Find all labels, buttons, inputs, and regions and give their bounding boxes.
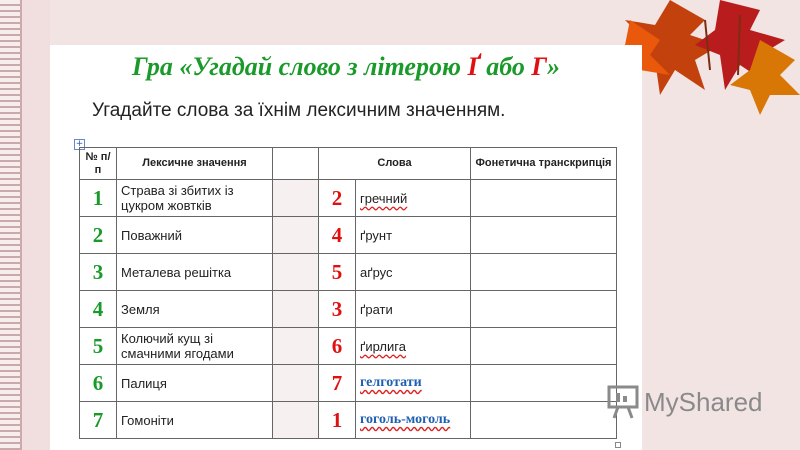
word-num: 3	[319, 291, 356, 328]
table-row	[80, 365, 617, 402]
title-letter-g: Г	[531, 52, 548, 81]
row-meaning: Палиця	[117, 365, 273, 402]
spacer-cell	[273, 217, 319, 254]
row-num: 6	[80, 365, 117, 402]
table-row	[80, 402, 617, 439]
row-num: 5	[80, 328, 117, 365]
title-text-or: або	[479, 52, 532, 81]
word-text: ґирлига	[360, 338, 406, 354]
spacer-cell	[273, 365, 319, 402]
row-num: 3	[80, 254, 117, 291]
word-text: гречний	[360, 190, 408, 206]
notebook-binding	[0, 0, 20, 450]
presentation-board-icon	[606, 384, 640, 420]
words-table	[79, 147, 617, 439]
spacer-cell	[273, 402, 319, 439]
row-meaning: Колючий кущ зі смачними ягодами	[117, 328, 273, 365]
spacer-cell	[273, 328, 319, 365]
spacer-cell	[273, 254, 319, 291]
spacer-cell	[273, 291, 319, 328]
row-meaning: Поважний	[117, 217, 273, 254]
row-meaning: Металева решітка	[117, 254, 273, 291]
word-num: 1	[319, 402, 356, 439]
header-meaning: Лексичне значення	[117, 148, 273, 180]
phonetic-cell[interactable]	[471, 365, 617, 402]
word-text: ґрати	[360, 301, 393, 317]
phonetic-cell[interactable]	[471, 254, 617, 291]
word-cell	[356, 328, 471, 365]
word-num: 2	[319, 180, 356, 217]
word-num: 6	[319, 328, 356, 365]
table-row	[80, 180, 617, 217]
table-header-row	[80, 148, 617, 180]
word-cell	[356, 365, 471, 402]
page-title	[50, 52, 642, 82]
table-resize-handle-icon[interactable]	[615, 442, 621, 448]
word-text: гелготати	[360, 375, 422, 390]
word-text: ґрунт	[360, 227, 393, 243]
word-cell	[356, 291, 471, 328]
header-num: № п/п	[80, 148, 117, 180]
row-num: 1	[80, 180, 117, 217]
phonetic-cell[interactable]	[471, 402, 617, 439]
task-instruction: Угадайте слова за їхнім лексичним значенням.	[92, 100, 506, 121]
word-cell	[356, 402, 471, 439]
table-row	[80, 254, 617, 291]
phonetic-cell[interactable]	[471, 217, 617, 254]
header-phonetic: Фонетична транскрипція	[471, 148, 617, 180]
word-text: гоголь-моголь	[360, 412, 451, 427]
row-meaning: Земля	[117, 291, 273, 328]
word-num: 4	[319, 217, 356, 254]
title-quote-close: »	[547, 52, 561, 81]
row-meaning: Гомоніти	[117, 402, 273, 439]
table-row	[80, 328, 617, 365]
word-cell	[356, 217, 471, 254]
word-cell	[356, 254, 471, 291]
table-move-handle-icon[interactable]: +	[75, 139, 84, 149]
header-words: Слова	[319, 148, 471, 180]
watermark	[606, 384, 763, 420]
row-num: 7	[80, 402, 117, 439]
title-letter-g-upturn: Ґ	[467, 52, 480, 81]
spacer-cell	[273, 180, 319, 217]
word-num: 5	[319, 254, 356, 291]
table-row	[80, 217, 617, 254]
phonetic-cell[interactable]	[471, 291, 617, 328]
title-text: Гра «Угадай слово з літерою	[131, 52, 468, 81]
word-cell	[356, 180, 471, 217]
table-row	[80, 291, 617, 328]
word-num: 7	[319, 365, 356, 402]
header-spacer	[273, 148, 319, 180]
phonetic-cell[interactable]	[471, 180, 617, 217]
row-num: 4	[80, 291, 117, 328]
watermark-text: MyShared	[644, 386, 763, 417]
phonetic-cell[interactable]	[471, 328, 617, 365]
row-num: 2	[80, 217, 117, 254]
left-margin	[22, 0, 50, 450]
row-meaning: Страва зі збитих із цукром жовтків	[117, 180, 273, 217]
word-text: аґрус	[360, 264, 393, 280]
